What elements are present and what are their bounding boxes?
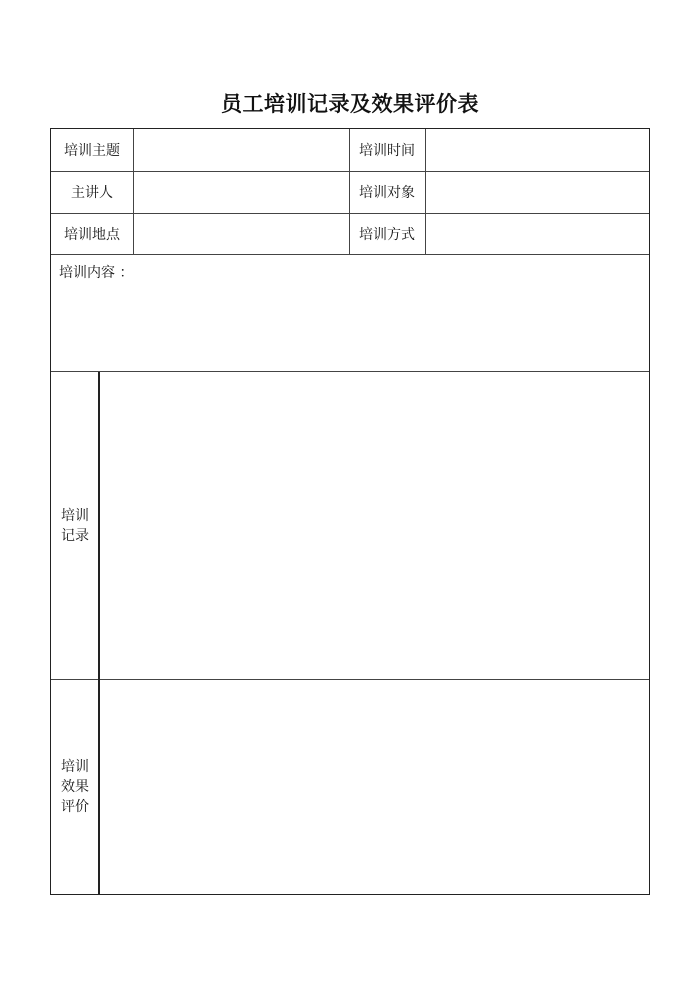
field-speaker[interactable] xyxy=(133,171,349,213)
field-method[interactable] xyxy=(425,213,649,254)
field-location[interactable] xyxy=(133,213,349,254)
label-speaker: 主讲人 xyxy=(71,185,113,201)
evaluation-label-line2: 效果 xyxy=(61,779,89,795)
record-label-line1: 培训 xyxy=(61,507,89,524)
row-divider xyxy=(51,213,649,214)
section-divider xyxy=(98,372,100,894)
record-field[interactable] xyxy=(101,372,649,679)
column-divider xyxy=(349,129,350,254)
column-divider xyxy=(133,129,134,254)
evaluation-label xyxy=(51,680,99,894)
form-title: 员工培训记录及效果评价表 xyxy=(221,91,479,116)
record-label-line2: 记录 xyxy=(61,527,89,544)
column-divider xyxy=(425,129,426,254)
training-record-form xyxy=(50,128,650,895)
label-topic: 培训主题 xyxy=(64,143,120,159)
label-location: 培训地点 xyxy=(64,226,120,243)
label-time: 培训时间 xyxy=(359,143,415,159)
evaluation-label-line3: 评价 xyxy=(61,799,89,815)
content-section[interactable] xyxy=(51,254,649,371)
record-label xyxy=(51,372,99,679)
field-topic[interactable] xyxy=(133,129,349,171)
evaluation-label-line1: 培训 xyxy=(61,759,89,775)
field-time[interactable] xyxy=(425,129,649,171)
evaluation-field[interactable] xyxy=(101,680,649,894)
label-audience: 培训对象 xyxy=(359,185,415,201)
field-audience[interactable] xyxy=(425,171,649,213)
row-divider xyxy=(51,171,649,172)
label-method: 培训方式 xyxy=(359,226,415,243)
content-label: 培训内容 ： xyxy=(59,265,134,281)
